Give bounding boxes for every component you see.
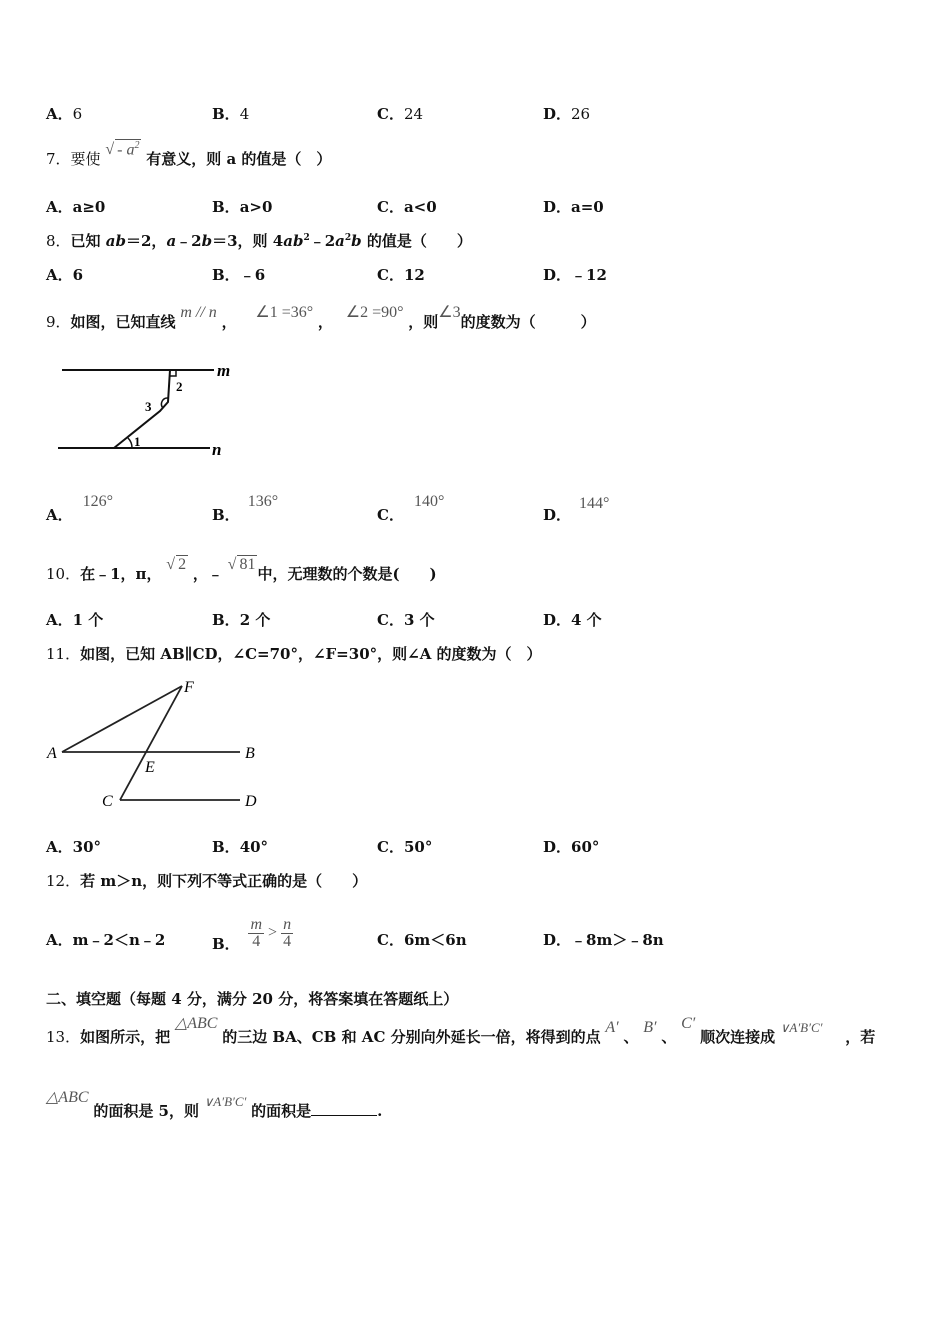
angle-1-mark [128,438,132,448]
q13-stem-line1: 13．如图所示，把 △ABC 的三边 BA、CB 和 AC 分别向外延长一倍，将得到的点 A′ 、 B′ 、 C′ 顺次连接成 ∨A′B′C′ ，若 [46,1015,876,1046]
q12-option-c: C．6m＜6n [377,931,467,949]
q12-option-a: A．m﹣2＜n﹣2 [46,931,166,949]
q9-options [0,493,950,528]
q8-option-d: D．﹣12 [543,266,607,284]
q9-figure [52,355,247,460]
q8-stem: 8．已知 ab＝2，a﹣2b＝3，则 $4ab^2﹣2a^2b$ 的值是（ ） [46,232,472,250]
q13-answer-blank[interactable] [311,1101,377,1116]
label-3: 3 [145,399,152,414]
q9-angle2: ∠2 =90° [345,304,404,321]
q11-option-a: A．30° [46,838,102,856]
label-e: E [145,759,155,776]
q8-option-c: C．12 [377,266,425,284]
q13-triangle-prime: ∨A′B′C′ [779,1020,823,1035]
label-2: 2 [176,379,183,394]
q12-frac-m: $\frac{m}{4}$ [250,916,263,950]
label-n: n [212,440,222,459]
q7-option-b: B．a>0 [212,198,273,216]
label-m: m [217,361,231,380]
q10-option-a: A．1 个 [46,611,104,629]
q9-angle1: ∠1 =36° [255,304,314,321]
q13-point-b-prime: B′ [643,1019,657,1036]
label-a: A [47,745,57,762]
q12-option-d: D．﹣8m＞﹣8n [543,931,664,949]
q7-option-c: C．a<0 [377,198,437,216]
transversal-path [114,370,170,448]
q7-options [0,196,950,220]
q10-sqrt2: √ 2 [166,556,187,573]
q11-options [0,836,950,860]
q6-option-c: C．24 [377,105,424,123]
q8-option-a: A．6 [46,266,84,284]
label-f: F [184,679,194,696]
q12-options [0,916,950,954]
q11-figure [44,676,264,811]
q11-option-c: C．50° [377,838,433,856]
q9-option-c: C．140° [377,493,445,524]
q6-option-b: B．4 [212,105,250,123]
q9-angle3: ∠3 [438,304,461,321]
label-1: 1 [134,434,141,449]
q13-triangle-prime-2: ∨A′B′C′ [203,1094,247,1109]
q12-stem: 12．若 m＞n，则下列不等式正确的是（ ） [46,872,368,890]
q10-option-c: C．3 个 [377,611,435,629]
q9-option-d: D．144° [543,495,610,524]
q10-options [0,609,950,633]
q6-option-a: A．6 [46,105,83,123]
label-d: D [245,793,257,810]
q12-option-b: B． $\frac{m}{4}$ > $\frac{n}{4}$ [212,916,292,954]
q9-option-b: B．136° [212,493,279,524]
q13-point-c-prime: C′ [681,1015,696,1032]
q10-sqrt81: √ 81 [227,556,256,573]
q9-parallel-expr: m // n [180,304,217,321]
q11-option-b: B．40° [212,838,269,856]
q13-triangle-abc-2: △ABC [46,1089,89,1106]
label-b: B [245,745,255,762]
q6-option-d: D．26 [543,105,591,123]
q9-stem: 9．如图，已知直线 m // n ， ∠1 =36° ， ∠2 =90° ，则∠3的度数为（ ） [46,304,596,331]
q9-option-a: A．126° [46,493,114,524]
q8-options [0,264,950,288]
q13-triangle-abc: △ABC [174,1015,218,1032]
q10-stem: 10．在﹣1，π， √ 2 ，﹣ √ 81中，无理数的个数是( ) [46,556,437,583]
q6-options [0,103,950,127]
q7-option-a: A．a≥0 [46,198,106,216]
q7-sqrt-expression: √ - $a^2$ [105,139,140,158]
q8-option-b: B．﹣6 [212,266,266,284]
q10-option-d: D．4 个 [543,611,602,629]
q13-stem-line2: △ABC 的面积是 5，则 ∨A′B′C′ 的面积是 . [46,1089,383,1120]
q13-point-a-prime: A′ [605,1019,619,1036]
q11-stem: 11．如图，已知 AB∥CD，∠C=70°，∠F=30°，则∠A 的度数为（ ） [46,645,542,663]
q10-option-b: B．2 个 [212,611,271,629]
section-2-title: 二、填空题（每题 4 分，满分 20 分，将答案填在答题纸上） [46,990,459,1008]
label-c: C [102,793,113,810]
q12-frac-n: $\frac{n}{4}$ [283,916,292,950]
q7-stem: 7．要使 √ - $a^2$ 有意义，则 a 的值是（ ） [46,139,332,168]
q11-option-d: D．60° [543,838,600,856]
q7-option-d: D．a=0 [543,198,604,216]
